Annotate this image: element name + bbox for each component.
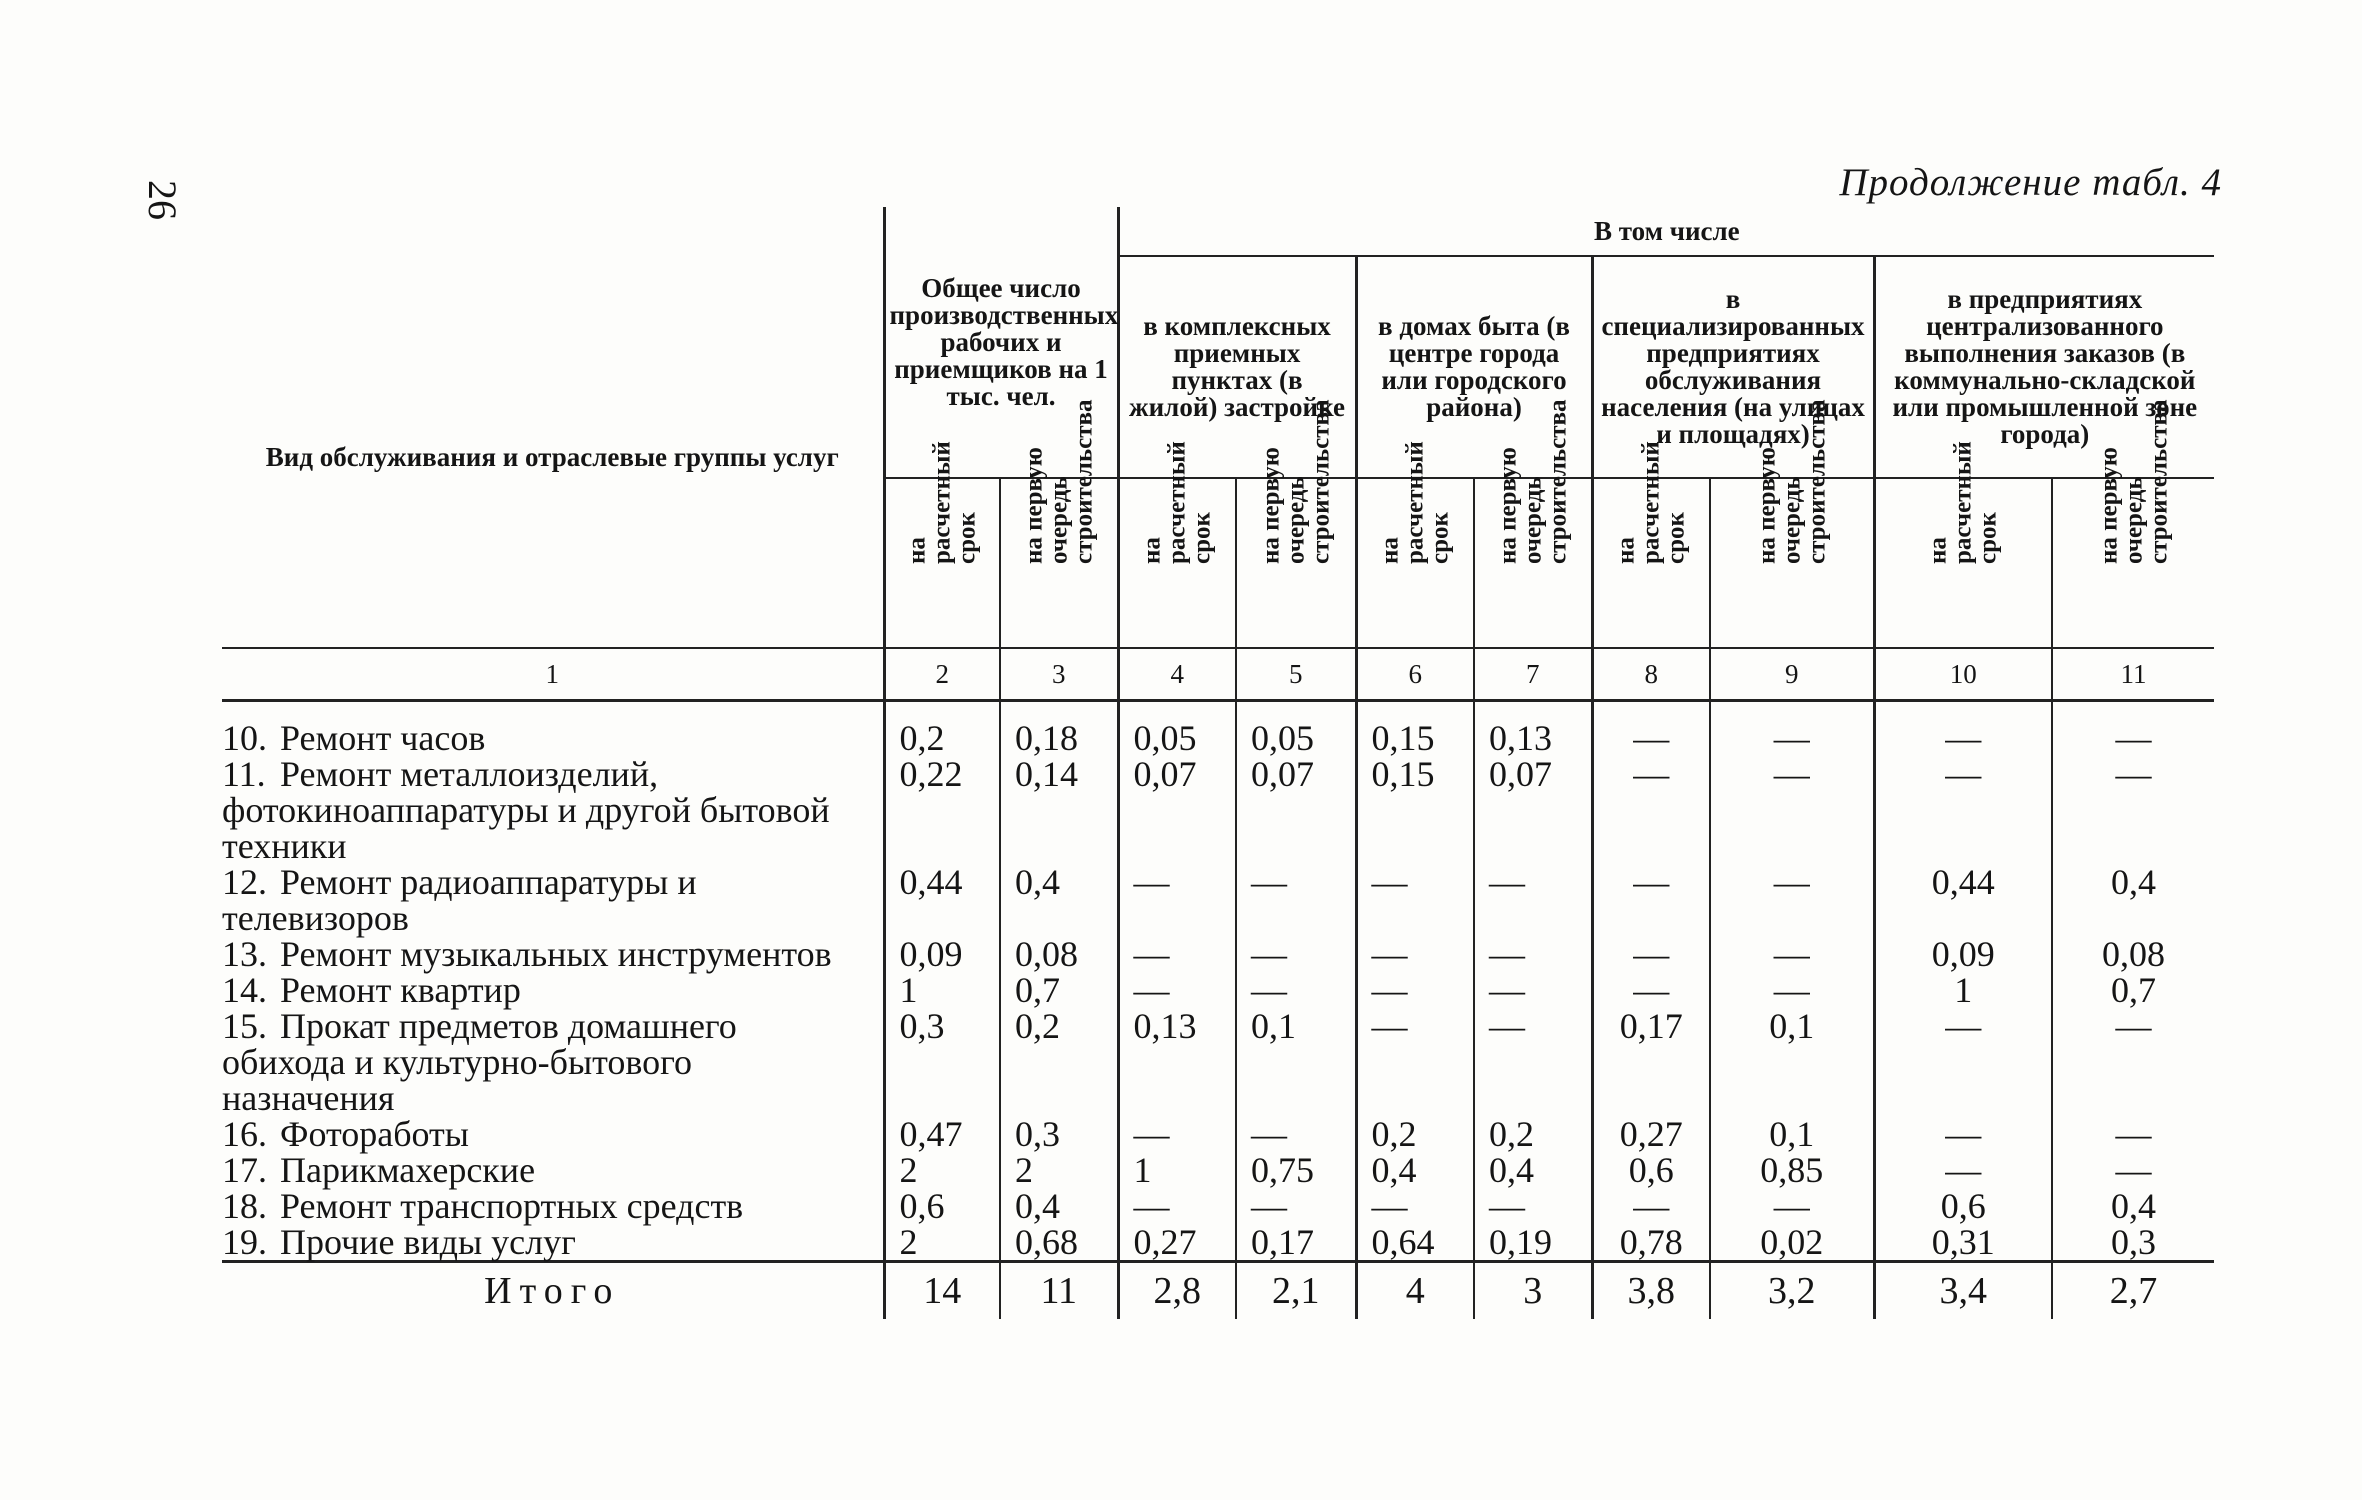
- value-cell: 0,09: [1874, 936, 2052, 972]
- value-cell: 0,19: [1474, 1224, 1592, 1262]
- value-cell: 0,3: [1000, 1116, 1118, 1152]
- header-total-col: Общее число производственных рабочих и приемщиков на 1 тыс. чел.: [884, 207, 1118, 478]
- service-name: Ремонт металлоизделий, фотокиноаппаратуры и другой бытовой техники: [222, 754, 830, 866]
- total-value: 4: [1356, 1262, 1474, 1320]
- table-row: [222, 1152, 2214, 1188]
- table-row: [222, 701, 2214, 757]
- value-cell: 0,1: [1710, 1008, 1874, 1116]
- value-cell: 0,17: [1592, 1008, 1710, 1116]
- value-cell: 0,4: [1000, 864, 1118, 936]
- subheader-calc-term: на расчетный срок: [1924, 441, 2002, 564]
- total-value: 3,8: [1592, 1262, 1710, 1320]
- header-group-specialized: в специализированных предприятиях обслуживания населения (на улицах и площадях): [1592, 256, 1874, 478]
- subheader-first-stage: на первую очередь строительства: [1753, 399, 1831, 564]
- value-cell: 0,75: [1236, 1152, 1356, 1188]
- col-number: 11: [2052, 648, 2214, 701]
- value-cell: 0,13: [1474, 701, 1592, 757]
- subheader-cell: [1236, 399, 1356, 648]
- value-cell: 0,7: [1000, 972, 1118, 1008]
- subheader-first-stage: на первую очередь строительства: [1494, 399, 1572, 564]
- value-cell: —: [1118, 1188, 1236, 1224]
- value-cell: 0,64: [1356, 1224, 1474, 1262]
- value-cell: —: [1356, 864, 1474, 936]
- service-name: Ремонт часов: [280, 718, 486, 758]
- value-cell: 0,1: [1236, 1008, 1356, 1116]
- table-row: [222, 936, 2214, 972]
- value-cell: 0,18: [1000, 701, 1118, 757]
- value-cell: —: [1356, 936, 1474, 972]
- service-name: Ремонт музыкальных инструментов: [280, 934, 832, 974]
- table-body: [222, 701, 2214, 1262]
- col-number: 9: [1710, 648, 1874, 701]
- value-cell: 0,4: [2052, 1188, 2214, 1224]
- service-name: Парикмахерские: [280, 1150, 536, 1190]
- total-value: 2,1: [1236, 1262, 1356, 1320]
- value-cell: —: [2052, 1116, 2214, 1152]
- value-cell: 0,08: [2052, 936, 2214, 972]
- value-cell: 0,07: [1474, 756, 1592, 864]
- value-cell: —: [1474, 936, 1592, 972]
- subheader-first-stage: на первую очередь строительства: [1020, 399, 1098, 564]
- value-cell: —: [1592, 756, 1710, 864]
- header-group-label: В том числе: [1118, 207, 2214, 256]
- value-cell: 0,09: [884, 936, 1000, 972]
- service-name: Прокат предметов домашнего обихода и культурно-бытового назначения: [222, 1006, 737, 1118]
- row-number: 10.: [222, 718, 267, 758]
- service-name-cell: [222, 972, 884, 1008]
- value-cell: 0,2: [1000, 1008, 1118, 1116]
- subheader-cell: [1000, 399, 1118, 648]
- value-cell: 0,31: [1874, 1224, 2052, 1262]
- value-cell: 0,78: [1592, 1224, 1710, 1262]
- value-cell: 0,3: [884, 1008, 1000, 1116]
- value-cell: 0,4: [1356, 1152, 1474, 1188]
- subheader-first-stage: на первую очередь строительства: [1257, 399, 1335, 564]
- col-number: 4: [1118, 648, 1236, 701]
- value-cell: 2: [884, 1224, 1000, 1262]
- value-cell: 0,05: [1236, 701, 1356, 757]
- value-cell: 0,27: [1592, 1116, 1710, 1152]
- value-cell: —: [1710, 1188, 1874, 1224]
- subheader-calc-term: на расчетный срок: [1138, 441, 1216, 564]
- service-name: Фотоработы: [280, 1114, 469, 1154]
- value-cell: —: [1592, 936, 1710, 972]
- value-cell: 0,07: [1118, 756, 1236, 864]
- value-cell: 0,27: [1118, 1224, 1236, 1262]
- subheader-cell: [1474, 399, 1592, 648]
- service-name: Прочие виды услуг: [280, 1222, 576, 1262]
- service-name-cell: [222, 701, 884, 757]
- service-name-cell: [222, 864, 884, 936]
- col-number: 7: [1474, 648, 1592, 701]
- value-cell: —: [1118, 936, 1236, 972]
- row-number: 14.: [222, 970, 267, 1010]
- row-number: 19.: [222, 1222, 267, 1262]
- value-cell: —: [1874, 1116, 2052, 1152]
- subheader-first-stage: на первую очередь строительства: [2095, 399, 2173, 564]
- table-row: [222, 1116, 2214, 1152]
- value-cell: —: [1710, 756, 1874, 864]
- value-cell: 0,15: [1356, 756, 1474, 864]
- row-number: 13.: [222, 934, 267, 974]
- value-cell: —: [1592, 701, 1710, 757]
- col-number: 2: [884, 648, 1000, 701]
- value-cell: 0,2: [884, 701, 1000, 757]
- page-number: 26: [140, 180, 185, 220]
- value-cell: 0,6: [1592, 1152, 1710, 1188]
- value-cell: 0,4: [1000, 1188, 1118, 1224]
- column-number-row: [222, 648, 2214, 701]
- value-cell: —: [1474, 864, 1592, 936]
- value-cell: —: [1118, 864, 1236, 936]
- total-value: 2,7: [2052, 1262, 2214, 1320]
- service-name-cell: [222, 1224, 884, 1262]
- subheader-calc-term: на расчетный срок: [1612, 441, 1690, 564]
- value-cell: —: [1874, 1152, 2052, 1188]
- table-row: [222, 1188, 2214, 1224]
- header-group-centralized: в предприятиях централизованного выполнения заказов (в коммунально-складской или промышленной зоне города): [1874, 256, 2214, 478]
- value-cell: 1: [884, 972, 1000, 1008]
- value-cell: —: [1874, 756, 2052, 864]
- value-cell: —: [1236, 972, 1356, 1008]
- value-cell: 0,15: [1356, 701, 1474, 757]
- value-cell: —: [1474, 1008, 1592, 1116]
- value-cell: —: [1236, 936, 1356, 972]
- value-cell: —: [1118, 1116, 1236, 1152]
- value-cell: —: [1592, 1188, 1710, 1224]
- service-name-cell: [222, 936, 884, 972]
- total-value: 3: [1474, 1262, 1592, 1320]
- col-number: 3: [1000, 648, 1118, 701]
- value-cell: 0,3: [2052, 1224, 2214, 1262]
- value-cell: 0,85: [1710, 1152, 1874, 1188]
- total-value: 11: [1000, 1262, 1118, 1320]
- value-cell: 0,2: [1356, 1116, 1474, 1152]
- col-number: 8: [1592, 648, 1710, 701]
- subheader-calc-term: на расчетный срок: [1376, 441, 1454, 564]
- value-cell: —: [1118, 972, 1236, 1008]
- value-cell: —: [1236, 1188, 1356, 1224]
- value-cell: —: [1356, 1008, 1474, 1116]
- value-cell: 1: [1118, 1152, 1236, 1188]
- subheader-cell: [1592, 441, 1710, 648]
- subheader-calc-term: на расчетный срок: [903, 441, 981, 564]
- subheader-cell: [1356, 441, 1474, 648]
- row-number: 11.: [222, 754, 266, 794]
- value-cell: 0,08: [1000, 936, 1118, 972]
- total-value: 2,8: [1118, 1262, 1236, 1320]
- subheader-cell: [2052, 399, 2214, 648]
- value-cell: 0,17: [1236, 1224, 1356, 1262]
- header-group-houses-of-life: в домах быта (в центре города или городского района): [1356, 256, 1592, 478]
- total-value: 14: [884, 1262, 1000, 1320]
- value-cell: 0,07: [1236, 756, 1356, 864]
- total-value: 3,4: [1874, 1262, 2052, 1320]
- subheader-cell: [1118, 441, 1236, 648]
- value-cell: 0,6: [884, 1188, 1000, 1224]
- total-value: 3,2: [1710, 1262, 1874, 1320]
- service-name-cell: [222, 1116, 884, 1152]
- row-number: 15.: [222, 1006, 267, 1046]
- subheader-cell: [884, 441, 1000, 648]
- value-cell: —: [2052, 701, 2214, 757]
- value-cell: —: [1474, 1188, 1592, 1224]
- value-cell: 0,68: [1000, 1224, 1118, 1262]
- services-table: [222, 207, 2214, 1319]
- value-cell: —: [1474, 972, 1592, 1008]
- row-number: 17.: [222, 1150, 267, 1190]
- value-cell: 0,02: [1710, 1224, 1874, 1262]
- value-cell: —: [2052, 1008, 2214, 1116]
- header-group-complex-points: в комплексных приемных пунктах (в жилой) застройке: [1118, 256, 1356, 478]
- value-cell: —: [2052, 1152, 2214, 1188]
- table-row: [222, 1008, 2214, 1116]
- value-cell: —: [1592, 864, 1710, 936]
- value-cell: —: [1710, 972, 1874, 1008]
- value-cell: 0,44: [884, 864, 1000, 936]
- value-cell: —: [1356, 972, 1474, 1008]
- table-row: [222, 756, 2214, 864]
- value-cell: —: [1236, 1116, 1356, 1152]
- value-cell: 0,1: [1710, 1116, 1874, 1152]
- col-number: 6: [1356, 648, 1474, 701]
- value-cell: 2: [884, 1152, 1000, 1188]
- value-cell: —: [1710, 864, 1874, 936]
- value-cell: —: [1874, 1008, 2052, 1116]
- value-cell: 0,05: [1118, 701, 1236, 757]
- row-number: 12.: [222, 862, 267, 902]
- table-row: [222, 864, 2214, 936]
- col-number: 5: [1236, 648, 1356, 701]
- total-row: [222, 1262, 2214, 1320]
- service-name-cell: [222, 1008, 884, 1116]
- table-caption: Продолжение табл. 4: [1839, 161, 2222, 204]
- col-number: 10: [1874, 648, 2052, 701]
- value-cell: —: [1710, 701, 1874, 757]
- value-cell: 0,13: [1118, 1008, 1236, 1116]
- table-row: [222, 1224, 2214, 1262]
- value-cell: —: [1874, 701, 2052, 757]
- subheader-cell: [1874, 441, 2052, 648]
- col-number: 1: [222, 648, 884, 701]
- row-number: 16.: [222, 1114, 267, 1154]
- header-service-col: Вид обслуживания и отраслевые группы услуг: [222, 207, 884, 648]
- value-cell: 1: [1874, 972, 2052, 1008]
- value-cell: 0,4: [1474, 1152, 1592, 1188]
- total-label: Итого: [222, 1262, 884, 1320]
- value-cell: 0,44: [1874, 864, 2052, 936]
- value-cell: —: [2052, 756, 2214, 864]
- value-cell: 2: [1000, 1152, 1118, 1188]
- value-cell: 0,22: [884, 756, 1000, 864]
- value-cell: —: [1236, 864, 1356, 936]
- value-cell: —: [1356, 1188, 1474, 1224]
- row-number: 18.: [222, 1186, 267, 1226]
- value-cell: 0,2: [1474, 1116, 1592, 1152]
- value-cell: 0,47: [884, 1116, 1000, 1152]
- service-name: Ремонт радиоаппаратуры и телевизоров: [222, 862, 697, 938]
- service-name-cell: [222, 1188, 884, 1224]
- service-name-cell: [222, 756, 884, 864]
- service-name-cell: [222, 1152, 884, 1188]
- value-cell: 0,7: [2052, 972, 2214, 1008]
- service-name: Ремонт транспортных средств: [280, 1186, 744, 1226]
- value-cell: 0,14: [1000, 756, 1118, 864]
- value-cell: —: [1710, 936, 1874, 972]
- value-cell: —: [1592, 972, 1710, 1008]
- table-row: [222, 972, 2214, 1008]
- value-cell: 0,4: [2052, 864, 2214, 936]
- subheader-cell: [1710, 399, 1874, 648]
- value-cell: 0,6: [1874, 1188, 2052, 1224]
- service-name: Ремонт квартир: [280, 970, 521, 1010]
